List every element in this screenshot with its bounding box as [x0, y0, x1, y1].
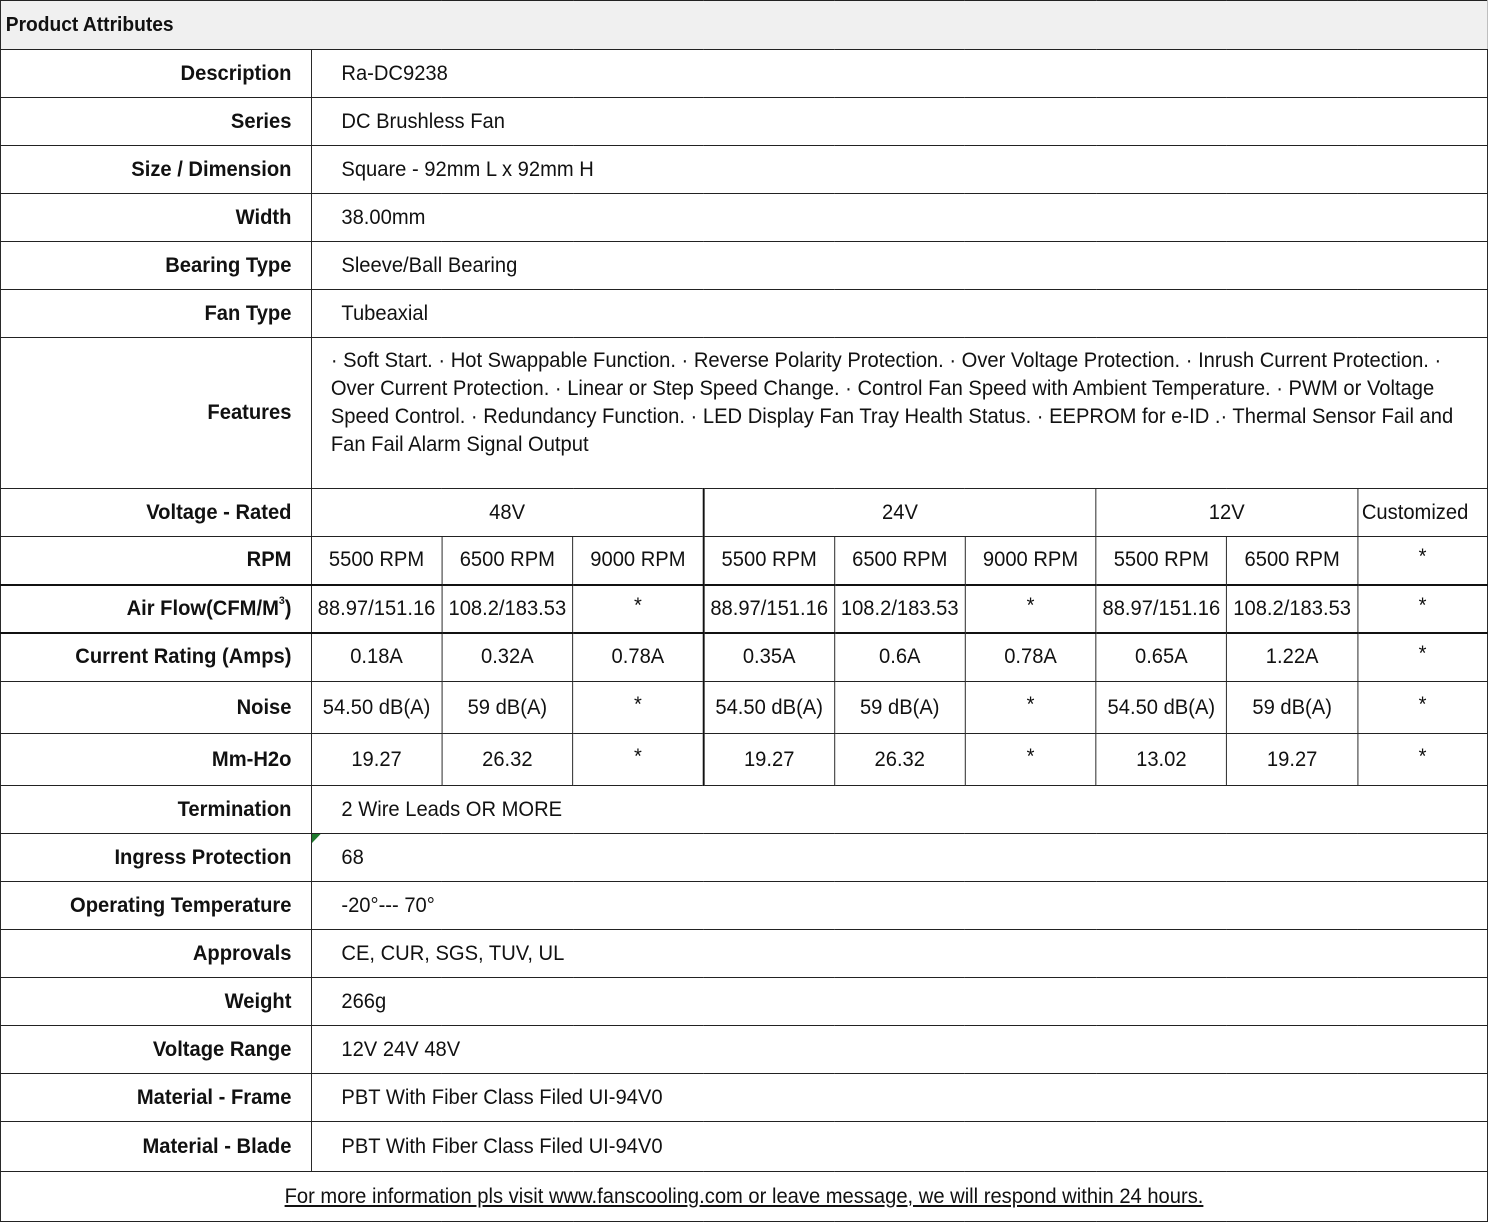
current-cell: * [1358, 633, 1488, 682]
rpm-cell: 5500 RPM [311, 537, 442, 585]
footer-row [0, 1172, 1487, 1222]
material-blade-value: PBT With Fiber Class Filed UI-94V0 [311, 1122, 1487, 1172]
row-noise [0, 682, 1487, 734]
material-frame-value: PBT With Fiber Class Filed UI-94V0 [311, 1074, 1487, 1122]
air-flow-label-end: ) [284, 596, 292, 620]
row-mm-h2o [0, 734, 1487, 786]
mm-h2o-cell: 19.27 [311, 734, 442, 786]
row-series [0, 98, 1487, 146]
mm-h2o-cell: * [1358, 734, 1488, 786]
termination-value: 2 Wire Leads OR MORE [311, 786, 1487, 834]
comment-marker-icon [312, 834, 321, 843]
mm-h2o-cell: 26.32 [834, 734, 965, 786]
air-flow-cell: 108.2/183.53 [442, 585, 573, 633]
air-flow-cell: * [1358, 585, 1488, 633]
features-value: · Soft Start. · Hot Swappable Function. · Reverse Polarity Protection. · Over Voltage Protection. · Inrush Current Protection. · Over Current Protection. · Linear or Step Speed Change. · Control Fan Speed with Ambient Temperature. · PWM or Voltage Speed Control. · Redundancy Function. · LED Display Fan Tray Health Status. · EEPROM for e-ID .· Thermal Sensor Fail and Fan Fail Alarm Signal Output [311, 338, 1487, 489]
fan-type-value: Tubeaxial [311, 290, 1487, 338]
row-fan-type [0, 290, 1487, 338]
air-flow-cell: 108.2/183.53 [1227, 585, 1358, 633]
width-value: 38.00mm [311, 194, 1487, 242]
rpm-cell: 9000 RPM [965, 537, 1096, 585]
material-frame-label: Material - Frame [0, 1074, 311, 1122]
voltage-customized: Customized [1358, 489, 1488, 537]
noise-cell: * [965, 682, 1096, 734]
air-flow-cell: 88.97/151.16 [704, 585, 835, 633]
description-label: Description [0, 50, 311, 98]
current-cell: 0.78A [573, 633, 704, 682]
air-flow-cell: * [965, 585, 1096, 633]
mm-h2o-cell: 26.32 [442, 734, 573, 786]
air-flow-label-text: Air Flow(CFM/M [126, 596, 279, 620]
row-termination [0, 786, 1487, 834]
noise-cell: * [573, 682, 704, 734]
noise-cell: 54.50 dB(A) [1096, 682, 1227, 734]
mm-h2o-cell: 19.27 [1227, 734, 1358, 786]
weight-value: 266g [311, 978, 1487, 1026]
row-air-flow [0, 585, 1487, 633]
row-approvals [0, 930, 1487, 978]
approvals-label: Approvals [0, 930, 311, 978]
rpm-cell: 9000 RPM [573, 537, 704, 585]
mm-h2o-cell: * [965, 734, 1096, 786]
row-voltage-rated [0, 489, 1487, 537]
bearing-type-value: Sleeve/Ball Bearing [311, 242, 1487, 290]
row-description [0, 50, 1487, 98]
voltage-12v: 12V [1096, 489, 1358, 537]
row-voltage-range [0, 1026, 1487, 1074]
current-cell: 1.22A [1227, 633, 1358, 682]
mm-h2o-label: Mm-H2o [0, 734, 311, 786]
width-label: Width [0, 194, 311, 242]
footer-cell [0, 1172, 1487, 1222]
current-cell: 0.35A [704, 633, 835, 682]
row-size [0, 146, 1487, 194]
ingress-protection-label: Ingress Protection [0, 834, 311, 882]
bearing-type-label: Bearing Type [0, 242, 311, 290]
current-cell: 0.78A [965, 633, 1096, 682]
air-flow-cell: * [573, 585, 704, 633]
rpm-cell: 5500 RPM [1096, 537, 1227, 585]
air-flow-label-sup: 3 [278, 594, 285, 607]
current-cell: 0.32A [442, 633, 573, 682]
air-flow-cell: 88.97/151.16 [1096, 585, 1227, 633]
noise-cell: 59 dB(A) [1227, 682, 1358, 734]
noise-cell: 54.50 dB(A) [704, 682, 835, 734]
voltage-24v: 24V [704, 489, 1096, 537]
rpm-cell: * [1358, 537, 1488, 585]
air-flow-label [0, 585, 311, 633]
row-width [0, 194, 1487, 242]
termination-label: Termination [0, 786, 311, 834]
row-ingress-protection [0, 834, 1487, 882]
mm-h2o-cell: * [573, 734, 704, 786]
row-weight [0, 978, 1487, 1026]
rpm-label: RPM [0, 537, 311, 585]
voltage-48v: 48V [311, 489, 703, 537]
features-label: Features [0, 338, 311, 489]
rpm-cell: 6500 RPM [834, 537, 965, 585]
mm-h2o-cell: 19.27 [704, 734, 835, 786]
size-label: Size / Dimension [0, 146, 311, 194]
voltage-range-value: 12V 24V 48V [311, 1026, 1487, 1074]
table-title: Product Attributes [0, 1, 1487, 50]
current-cell: 0.6A [834, 633, 965, 682]
noise-cell: 59 dB(A) [442, 682, 573, 734]
row-current-rating [0, 633, 1487, 682]
row-rpm [0, 537, 1487, 585]
current-cell: 0.18A [311, 633, 442, 682]
fan-type-label: Fan Type [0, 290, 311, 338]
size-value: Square - 92mm L x 92mm H [311, 146, 1487, 194]
noise-cell: 54.50 dB(A) [311, 682, 442, 734]
series-value: DC Brushless Fan [311, 98, 1487, 146]
series-label: Series [0, 98, 311, 146]
voltage-range-label: Voltage Range [0, 1026, 311, 1074]
weight-label: Weight [0, 978, 311, 1026]
operating-temperature-value: -20°--- 70° [311, 882, 1487, 930]
row-features [0, 338, 1487, 489]
current-cell: 0.65A [1096, 633, 1227, 682]
ingress-protection-cell [311, 834, 1487, 882]
header-row [0, 1, 1487, 50]
noise-cell: 59 dB(A) [834, 682, 965, 734]
material-blade-label: Material - Blade [0, 1122, 311, 1172]
operating-temperature-label: Operating Temperature [0, 882, 311, 930]
voltage-rated-label: Voltage - Rated [0, 489, 311, 537]
noise-label: Noise [0, 682, 311, 734]
row-material-blade [0, 1122, 1487, 1172]
rpm-cell: 6500 RPM [1227, 537, 1358, 585]
noise-cell: * [1358, 682, 1488, 734]
rpm-cell: 6500 RPM [442, 537, 573, 585]
description-value: Ra-DC9238 [311, 50, 1487, 98]
air-flow-cell: 88.97/151.16 [311, 585, 442, 633]
approvals-value: CE, CUR, SGS, TUV, UL [311, 930, 1487, 978]
current-rating-label: Current Rating (Amps) [0, 633, 311, 682]
air-flow-cell: 108.2/183.53 [834, 585, 965, 633]
row-bearing-type [0, 242, 1487, 290]
rpm-cell: 5500 RPM [704, 537, 835, 585]
footer-info-link[interactable]: For more information pls visit www.fanscooling.com or leave message, we will respond within 24 hours. [284, 1184, 1204, 1208]
mm-h2o-cell: 13.02 [1096, 734, 1227, 786]
ingress-protection-value: 68 [341, 845, 364, 869]
row-material-frame [0, 1074, 1487, 1122]
row-operating-temperature [0, 882, 1487, 930]
